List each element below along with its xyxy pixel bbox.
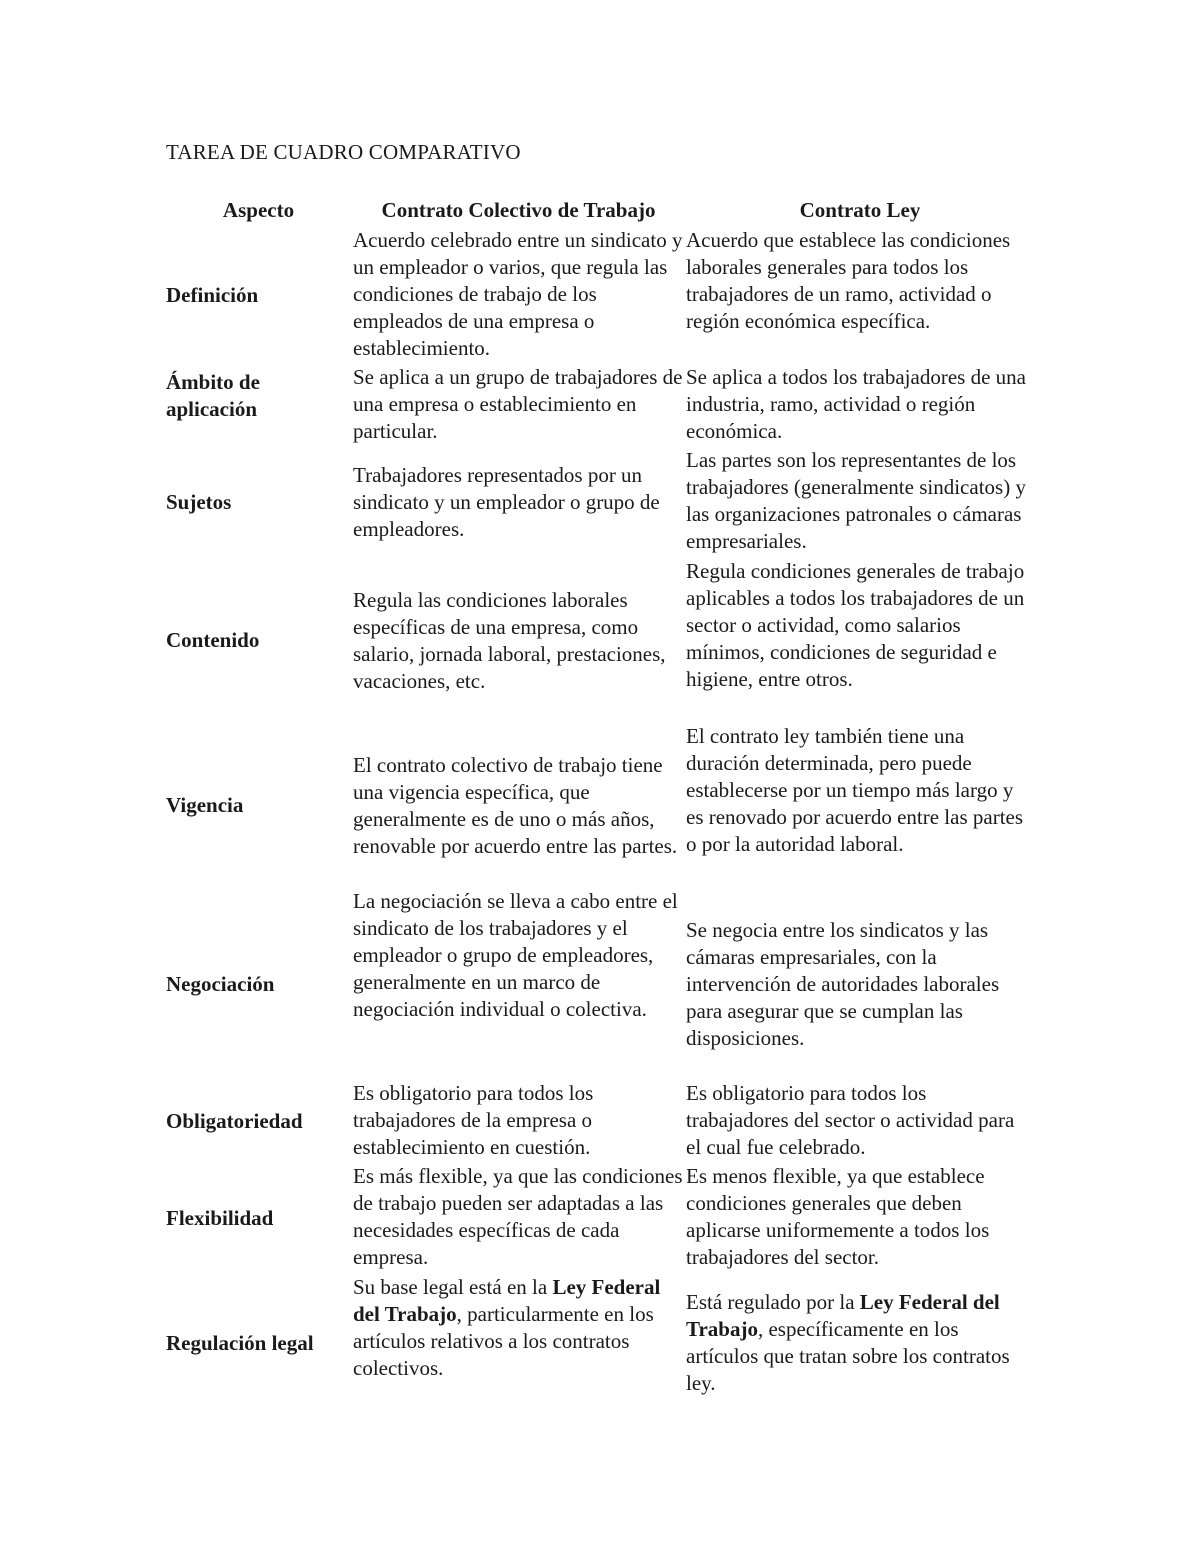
header-contrato-ley: Contrato Ley bbox=[799, 198, 921, 222]
table-row bbox=[166, 447, 1036, 558]
table-row bbox=[166, 1080, 1036, 1163]
row-aspect-label: Ámbito de aplicación bbox=[166, 370, 260, 421]
header-contrato-colectivo: Contrato Colectivo de Trabajo bbox=[381, 198, 656, 222]
row-aspect-label: Flexibilidad bbox=[166, 1206, 274, 1230]
cell-colectivo: Acuerdo celebrado entre un sindicato y un empleador o varios, que regula las condiciones de trabajo de los empleados de una empresa o establecimiento. bbox=[353, 228, 683, 360]
cell-text: , específicamente en los artículos que tratan sobre los contratos ley. bbox=[686, 1317, 1010, 1395]
table-row bbox=[166, 1274, 1036, 1412]
header-aspect: Aspecto bbox=[222, 198, 295, 222]
table-row bbox=[166, 1163, 1036, 1274]
cell-text: Su base legal está en la bbox=[353, 1275, 553, 1299]
law-name: Ley Federal del Trabajo bbox=[686, 1290, 1000, 1341]
cell-colectivo: Regula las condiciones laborales específicas de una empresa, como salario, jornada laboral, prestaciones, vacaciones, etc. bbox=[353, 587, 666, 693]
law-name: Ley Federal del Trabajo bbox=[353, 1275, 661, 1326]
cell-colectivo: La negociación se lleva a cabo entre el sindicato de los trabajadores y el empleador o grupo de empleadores, generalmente en un marco de negociación individual o colectiva. bbox=[353, 889, 678, 1021]
row-aspect-label: Obligatoriedad bbox=[166, 1109, 303, 1133]
cell-text: Está regulado por la bbox=[686, 1290, 860, 1314]
row-aspect-label: Vigencia bbox=[166, 793, 244, 817]
cell-ley: Es menos flexible, ya que establece condiciones generales que deben aplicarse uniformemente a todos los trabajadores del sector. bbox=[686, 1164, 990, 1269]
cell-colectivo: Es obligatorio para todos los trabajadores de la empresa o establecimiento en cuestión. bbox=[353, 1081, 594, 1159]
table-header-row bbox=[166, 196, 1036, 227]
document-title: TAREA DE CUADRO COMPARATIVO bbox=[166, 140, 521, 164]
cell-ley: Las partes son los representantes de los trabajadores (generalmente sindicatos) y las organizaciones patronales o cámaras empresariales. bbox=[686, 448, 1026, 553]
row-aspect-label: Regulación legal bbox=[166, 1330, 314, 1355]
cell-colectivo: El contrato colectivo de trabajo tiene una vigencia específica, que generalmente es de uno o más años, renovable por acuerdo entre las partes. bbox=[353, 752, 678, 858]
cell-ley: Regula condiciones generales de trabajo aplicables a todos los trabajadores de un sector o actividad, como salarios mínimos, condiciones de seguridad e higiene, entre otros. bbox=[686, 559, 1025, 691]
cell-ley: Se aplica a todos los trabajadores de una industria, ramo, actividad o región económica. bbox=[686, 365, 1026, 443]
cell-ley: El contrato ley también tiene una duración determinada, pero puede establecerse por un tiempo más largo y es renovado por acuerdo entre las partes o por la autoridad laboral. bbox=[686, 724, 1024, 856]
cell-ley: Acuerdo que establece las condiciones laborales generales para todos los trabajadores de un ramo, actividad o región económica específica. bbox=[686, 228, 1011, 333]
cell-ley bbox=[686, 1274, 1036, 1412]
cell-ley: Es obligatorio para todos los trabajadores del sector o actividad para el cual fue celebrado. bbox=[686, 1081, 1015, 1159]
cell-colectivo bbox=[353, 1274, 686, 1412]
row-aspect-label: Contenido bbox=[166, 628, 260, 652]
table-row bbox=[166, 723, 1036, 888]
cell-ley: Se negocia entre los sindicatos y las cámaras empresariales, con la intervención de autoridades laborales para asegurar que se cumplan las disposiciones. bbox=[686, 917, 1000, 1050]
row-aspect-label: Definición bbox=[166, 283, 259, 307]
table-row bbox=[166, 364, 1036, 447]
comparison-table bbox=[166, 196, 1036, 1412]
table-row bbox=[166, 227, 1036, 364]
cell-colectivo: Se aplica a un grupo de trabajadores de una empresa o establecimiento en particular. bbox=[353, 365, 683, 443]
row-aspect-label: Negociación bbox=[166, 971, 275, 996]
table-row bbox=[166, 558, 1036, 723]
row-aspect-label: Sujetos bbox=[166, 490, 232, 514]
cell-colectivo: Trabajadores representados por un sindicato y un empleador o grupo de empleadores. bbox=[353, 463, 660, 541]
table-row bbox=[166, 888, 1036, 1080]
cell-text: , particularmente en los artículos relativos a los contratos colectivos. bbox=[353, 1302, 654, 1380]
cell-colectivo: Es más flexible, ya que las condiciones de trabajo pueden ser adaptadas a las necesidades específicas de cada empresa. bbox=[353, 1164, 683, 1269]
